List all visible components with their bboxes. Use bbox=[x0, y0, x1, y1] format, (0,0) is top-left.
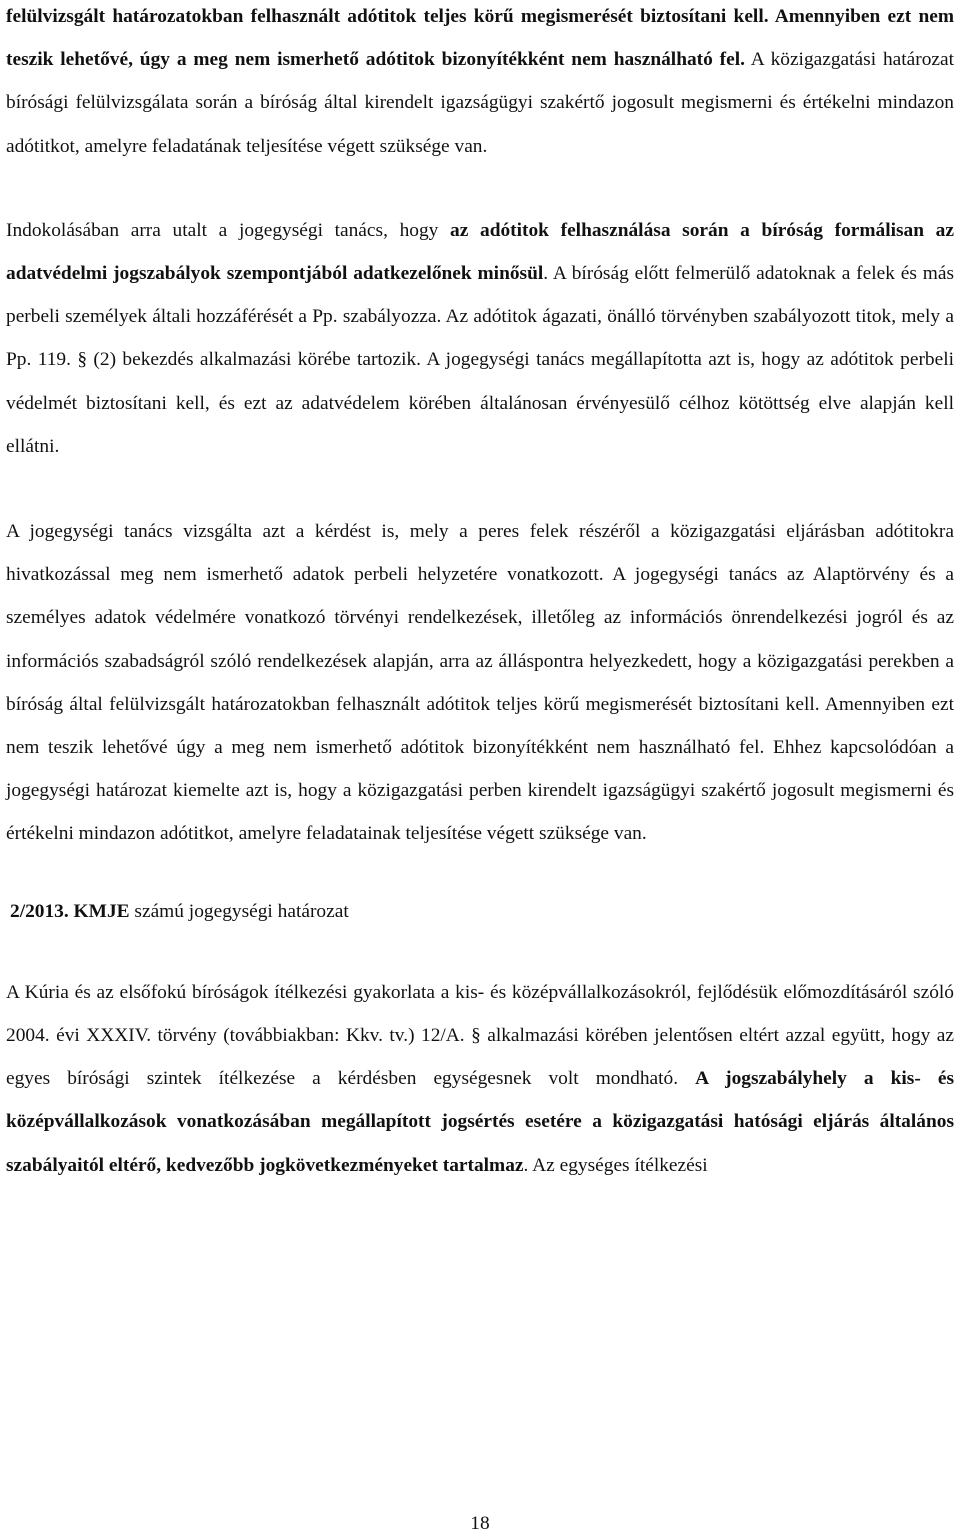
paragraph-1-bold-lead: felülvizsgált határozatokban felhasznált adótitok teljes körű megismerését biztosítani kell. Amennyiben ezt nem teszik lehetővé, úgy a meg nem ismerhető adótitok bizonyítékként nem használható fel. bbox=[6, 6, 954, 71]
page-number: 18 bbox=[470, 1513, 490, 1534]
document-page bbox=[6, 0, 954, 1187]
paragraph-2-intro: Indokolásában arra utalt a jogegységi tanács, hogy bbox=[6, 219, 451, 241]
paragraph-2-text: . A bíróság előtt felmerülő adatoknak a felek és más perbeli személyek általi hozzáférését a Pp. szabályozza. Az adótitok ágazati, önálló törvényben szabályozott titok, mely a Pp. 119. § (2) bekezdés alkalmazási körébe tartozik. A jogegységi tanács megállapította azt is, hogy az adótitok perbeli védelmét biztosítani kell, és ezt az adatvédelem körében általánosan érvényesülő célhoz kötöttség elve alapján kell ellátni. bbox=[6, 263, 954, 457]
paragraph-spacer bbox=[6, 933, 954, 971]
paragraph-3: A jogegységi tanács vizsgálta azt a kérdést is, mely a peres felek részéről a közigazgatási eljárásban adótitokra hivatkozással meg nem ismerhető adatok perbeli helyzetére vonatkozott. A jogegységi tanács az Alaptörvény és a személyes adatok védelmére vonatkozó törvényi rendelkezések, illetőleg az információs önrendelkezési jogról és az információs szabadságról szóló rendelkezések alapján, arra az álláspontra helyezkedett, hogy a közigazgatási perekben a bíróság által felülvizsgált határozatokban felhasznált adótitok teljes körű megismerését biztosítani kell. Amennyiben ezt nem teszik lehetővé úgy a meg nem ismerhető adótitok bizonyítékként nem használható fel. Ehhez kapcsolódóan a jogegységi határozat kiemelte azt is, hogy a közigazgatási perben kirendelt igazságügyi szakértő jogosult megismerni és értékelni mindazon adótitkot, amelyre feladatainak teljesítése végett szüksége van. bbox=[6, 521, 954, 845]
paragraph-spacer bbox=[6, 468, 954, 510]
section-heading-text: számú jogegységi határozat bbox=[129, 900, 349, 922]
paragraph-2-bold: az adótitok felhasználása során a bíróság formálisan az adatvédelmi jogszabályok szempontjából adatkezelőnek minősül bbox=[6, 219, 954, 285]
section-heading-number: 2/2013. KMJE bbox=[10, 900, 130, 922]
paragraph-spacer bbox=[6, 168, 954, 209]
paragraph-4-bold: A jogszabályhely a kis- és középvállalkozások vonatkozásában megállapított jogsértés esetére a közigazgatási hatósági eljárás általános szabályaitól eltérő, kedvezőbb jogkövetkezményeket tartalmaz bbox=[6, 1068, 954, 1176]
paragraph-4-intro: A Kúria és az elsőfokú bíróságok ítélkezési gyakorlata a kis- és középvállalkozásokról, fejlődésük előmozdításáról szóló 2004. évi XXXIV. törvény (továbbiakban: Kkv. tv.) 12/A. § alkalmazási körében jelentősen eltért azzal együtt, hogy az egyes bírósági szintek ítélkezése a kérdésben egységesnek volt mondható. bbox=[6, 981, 954, 1090]
paragraph-spacer bbox=[6, 856, 954, 890]
paragraph-1 bbox=[6, 0, 954, 168]
paragraph-4 bbox=[6, 971, 954, 1187]
paragraph-1-text: A közigazgatási határozat bírósági felülvizsgálata során a bíróság által kirendelt igazságügyi szakértő jogosult megismerni és értékelni mindazon adótitkot, amelyre feladatának teljesítése végett szüksége van. bbox=[6, 49, 954, 157]
section-heading bbox=[6, 890, 954, 933]
paragraph-2 bbox=[6, 209, 954, 468]
paragraph-4-text: . Az egységes ítélkezési bbox=[523, 1154, 708, 1176]
